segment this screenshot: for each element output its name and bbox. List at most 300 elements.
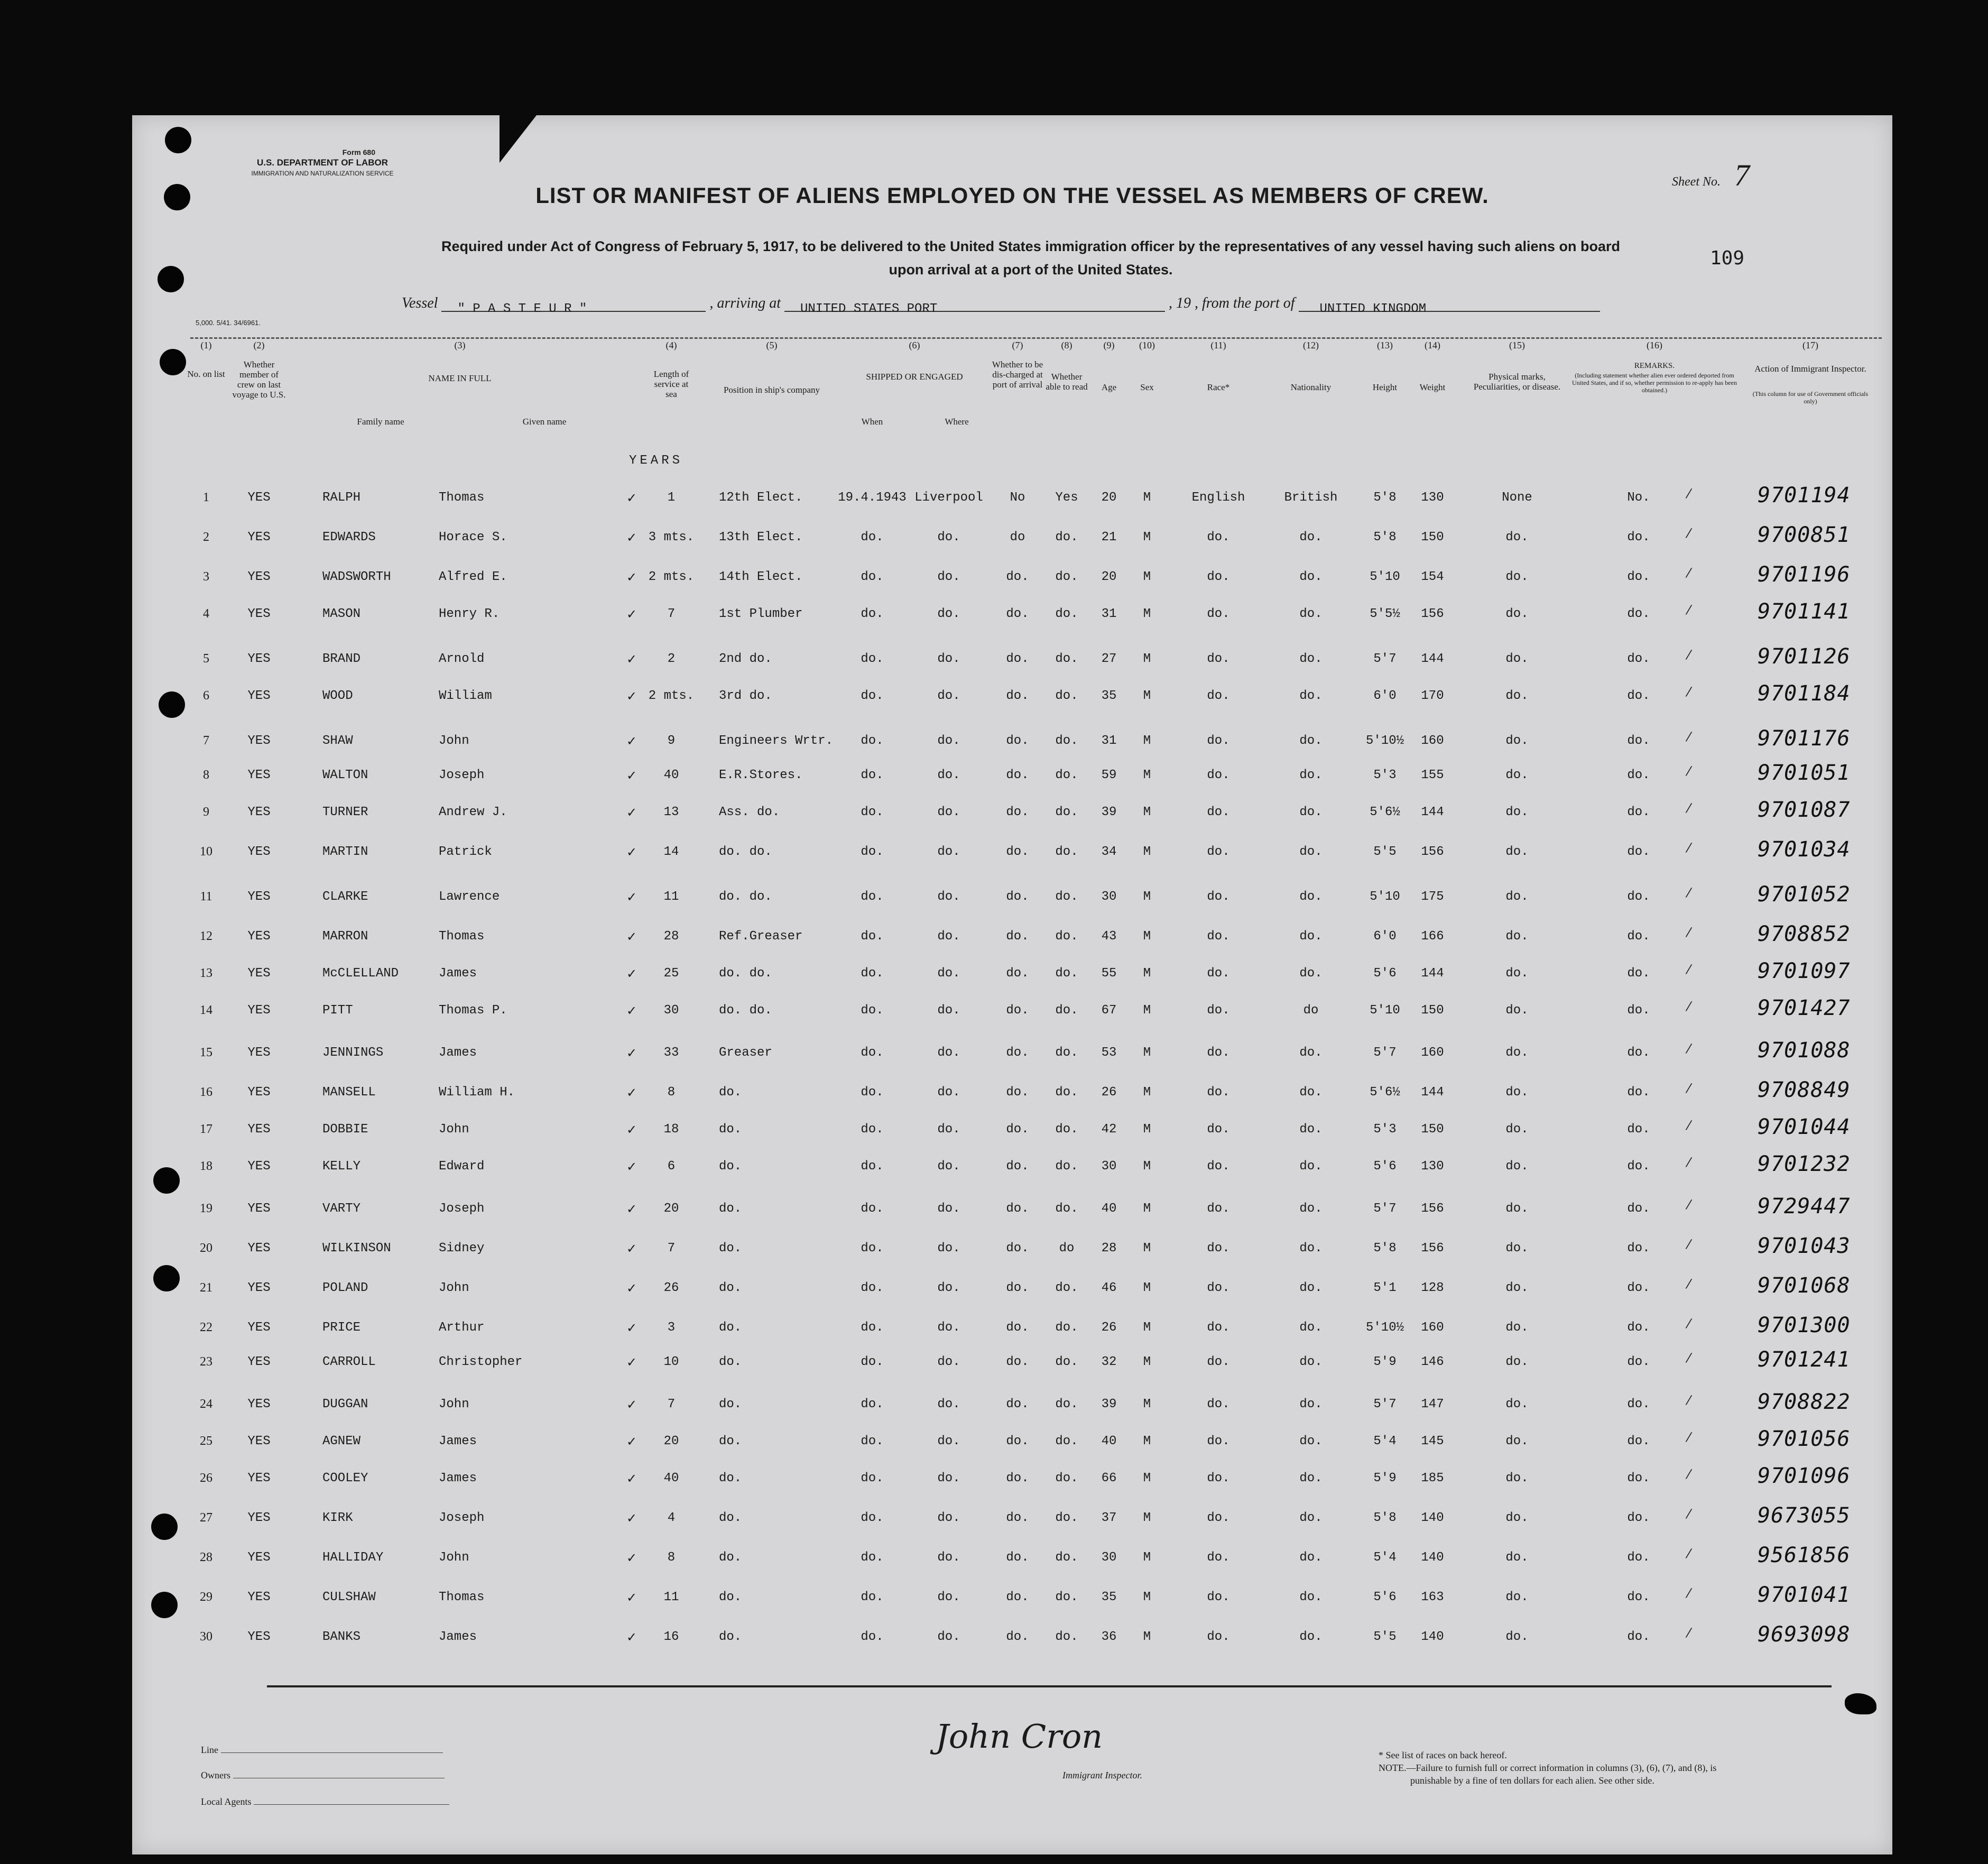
- cell-read: do.: [1055, 1202, 1078, 1216]
- footer-notes: [1379, 1749, 1854, 1787]
- cell-read: do.: [1055, 1122, 1078, 1137]
- department: U.S. DEPARTMENT OF LABOR: [256, 158, 389, 168]
- cell-height: 5'10½: [1365, 734, 1404, 748]
- cell-read: do.: [1055, 890, 1078, 904]
- cell-discharged: do.: [1006, 1003, 1029, 1018]
- cell-age: 46: [1101, 1281, 1117, 1295]
- cell-position: do.: [719, 1085, 742, 1100]
- cell-crew: YES: [247, 1241, 271, 1256]
- cell-position: do.: [719, 1630, 742, 1644]
- cell-sex: M: [1143, 1551, 1151, 1565]
- cell-remarks: do.: [1627, 890, 1650, 904]
- cell-height: 5'6: [1373, 966, 1397, 981]
- cell-position: do.: [719, 1122, 742, 1137]
- cell-service: 20: [663, 1202, 679, 1216]
- page-stamp: 109: [1709, 247, 1744, 269]
- cell-service: 4: [667, 1511, 676, 1525]
- cell-when: do.: [861, 652, 884, 666]
- cell-discharged: do.: [1006, 1281, 1029, 1295]
- cell-nationality: do.: [1299, 689, 1323, 703]
- from-label: , from the port of: [1195, 295, 1295, 311]
- cell-service: 10: [663, 1355, 679, 1369]
- column-header-c1: No. on list: [187, 369, 225, 379]
- cell-age: 40: [1101, 1434, 1117, 1448]
- cell-when: do.: [861, 1085, 884, 1100]
- cell-family: POLAND: [322, 1281, 368, 1295]
- cell-age: 35: [1101, 689, 1117, 703]
- cell-age: 31: [1101, 734, 1117, 748]
- cell-discharged: do.: [1006, 1511, 1029, 1525]
- cell-weight: 150: [1421, 530, 1444, 545]
- cell-action: 9700851: [1758, 523, 1851, 547]
- cell-marks: do.: [1505, 530, 1529, 545]
- cell-nationality: do.: [1299, 1241, 1323, 1256]
- cell-where: do.: [937, 530, 960, 545]
- cell-where: do.: [937, 1630, 960, 1644]
- cell-service: 11: [663, 1590, 679, 1604]
- inspector-label: Immigrant Inspector.: [1062, 1770, 1142, 1780]
- cell-race: do.: [1207, 1281, 1230, 1295]
- cell-remarks: do.: [1627, 845, 1650, 859]
- cell-remarks: do.: [1627, 1511, 1650, 1525]
- cell-weight: 166: [1421, 929, 1444, 944]
- cell-family: CARROLL: [322, 1355, 376, 1369]
- cell-marks: do.: [1505, 570, 1529, 584]
- cell-race: do.: [1207, 966, 1230, 981]
- cell-discharged: do.: [1006, 570, 1029, 584]
- cell-height: 5'7: [1373, 1046, 1397, 1060]
- cell-age: 31: [1101, 607, 1117, 621]
- cell-given: James: [439, 1471, 477, 1485]
- cell-action: 9561856: [1758, 1543, 1851, 1567]
- cell-when: do.: [861, 530, 884, 545]
- cell-read: do.: [1055, 1046, 1078, 1060]
- cell-sex: M: [1143, 1434, 1151, 1448]
- cell-crew: YES: [247, 1202, 271, 1216]
- cell-age: 30: [1101, 890, 1117, 904]
- cell-discharged: do.: [1006, 1551, 1029, 1565]
- cell-action: 9701052: [1758, 882, 1851, 907]
- cell-height: 5'7: [1373, 652, 1397, 666]
- cell-no: 16: [200, 1085, 212, 1099]
- column-header-c4: Length of service at sea: [653, 369, 689, 399]
- column-number: (15): [1509, 340, 1525, 350]
- cell-sex: M: [1143, 890, 1151, 904]
- cell-age: 30: [1101, 1159, 1117, 1174]
- cell-when: do.: [861, 1241, 884, 1256]
- cell-family: TURNER: [322, 805, 368, 819]
- cell-marks: do.: [1505, 1003, 1529, 1018]
- cell-position: do.: [719, 1241, 742, 1256]
- cell-no: 18: [200, 1159, 212, 1173]
- cell-remarks: do.: [1627, 1003, 1650, 1018]
- cell-age: 30: [1101, 1551, 1117, 1565]
- cell-crew: YES: [247, 845, 271, 859]
- cell-remarks: do.: [1627, 530, 1650, 545]
- cell-sex: M: [1143, 1355, 1151, 1369]
- cell-service: 26: [663, 1281, 679, 1295]
- cell-crew: YES: [247, 929, 271, 944]
- cell-sex: M: [1143, 1471, 1151, 1485]
- cell-where: do.: [937, 1122, 960, 1137]
- cell-family: MARTIN: [322, 845, 368, 859]
- cell-when: do.: [861, 1397, 884, 1411]
- cell-where: do.: [937, 1511, 960, 1525]
- cell-read: do.: [1055, 1630, 1078, 1644]
- cell-remarks: do.: [1627, 1590, 1650, 1604]
- cell-service: 28: [663, 929, 679, 944]
- cell-weight: 160: [1421, 1321, 1444, 1335]
- cell-race: do.: [1207, 1471, 1230, 1485]
- cell-weight: 144: [1421, 652, 1444, 666]
- check-mark-icon: ⁄: [1687, 1430, 1690, 1445]
- cell-no: 25: [200, 1434, 212, 1448]
- check-mark-icon: ⁄: [1687, 1118, 1690, 1133]
- column-header-c17-note: (This column for use of Government officials only): [1752, 390, 1869, 405]
- cell-marks: do.: [1505, 1321, 1529, 1335]
- cell-family: PRICE: [322, 1321, 361, 1335]
- punch-hole: [151, 1514, 178, 1540]
- cell-remarks: do.: [1627, 1159, 1650, 1174]
- cell-service: 3: [667, 1321, 676, 1335]
- cell-read: do.: [1055, 1003, 1078, 1018]
- cell-read: do.: [1055, 1085, 1078, 1100]
- cell-position: do.: [719, 1281, 742, 1295]
- cell-sex: M: [1143, 1202, 1151, 1216]
- cell-marks: do.: [1505, 689, 1529, 703]
- cell-age: 43: [1101, 929, 1117, 944]
- column-number: (14): [1425, 340, 1440, 350]
- check-mark-icon: ⁄: [1687, 1507, 1690, 1521]
- footer-line: [201, 1745, 443, 1756]
- cell-crew: YES: [247, 1281, 271, 1295]
- cell-action: 9701141: [1758, 599, 1851, 624]
- cell-action: 9701044: [1758, 1115, 1851, 1139]
- cell-when: 19.4.1943: [838, 491, 907, 505]
- check-mark-icon: ⁄: [1687, 1316, 1690, 1331]
- cell-marks: do.: [1505, 966, 1529, 981]
- cell-given: John: [439, 1551, 469, 1565]
- cell-when: do.: [861, 805, 884, 819]
- cell-height: 5'3: [1373, 1122, 1397, 1137]
- cell-height: 5'10½: [1365, 1321, 1404, 1335]
- cell-discharged: do.: [1006, 607, 1029, 621]
- cell-height: 5'5: [1373, 845, 1397, 859]
- cell-service: 2 mts.: [648, 689, 695, 703]
- cell-no: 10: [200, 845, 212, 859]
- cell-crew: YES: [247, 530, 271, 545]
- cell-family: MASON: [322, 607, 361, 621]
- cell-crew: YES: [247, 1397, 271, 1411]
- cell-service: 33: [663, 1046, 679, 1060]
- cell-read: do.: [1055, 530, 1078, 545]
- cell-marks: do.: [1505, 845, 1529, 859]
- cell-when: do.: [861, 1471, 884, 1485]
- cell-nationality: do.: [1299, 1321, 1323, 1335]
- cell-position: do.: [719, 1159, 742, 1174]
- cell-read: do.: [1055, 689, 1078, 703]
- cell-height: 6'0: [1373, 929, 1397, 944]
- cell-when: do.: [861, 1630, 884, 1644]
- cell-given: Edward: [439, 1159, 485, 1174]
- column-number: (9): [1103, 340, 1115, 350]
- cell-marks: do.: [1505, 1355, 1529, 1369]
- cell-no: 21: [200, 1281, 212, 1295]
- cell-race: do.: [1207, 1241, 1230, 1256]
- check-mark-icon: ✓: [626, 652, 637, 667]
- cell-when: do.: [861, 1202, 884, 1216]
- cell-remarks: do.: [1627, 966, 1650, 981]
- column-header-c3: NAME IN FULL: [428, 373, 492, 383]
- cell-crew: YES: [247, 1159, 271, 1174]
- cell-height: 5'6½: [1370, 805, 1400, 819]
- cell-marks: do.: [1505, 607, 1529, 621]
- cell-given: Alfred E.: [439, 570, 507, 584]
- cell-age: 35: [1101, 1590, 1117, 1604]
- inspector-signature: John Cron: [936, 1717, 1103, 1756]
- cell-action: 9701184: [1758, 681, 1851, 706]
- cell-position: do.: [719, 1355, 742, 1369]
- cell-service: 2 mts.: [648, 570, 695, 584]
- cell-nationality: do.: [1299, 1159, 1323, 1174]
- cell-nationality: do.: [1299, 966, 1323, 981]
- cell-race: do.: [1207, 1003, 1230, 1018]
- cell-family: VARTY: [322, 1202, 361, 1216]
- cell-no: 13: [200, 966, 212, 980]
- column-number: (11): [1210, 340, 1226, 350]
- cell-when: do.: [861, 1122, 884, 1137]
- cell-remarks: do.: [1627, 652, 1650, 666]
- check-mark-icon: ✓: [626, 689, 637, 704]
- cell-sex: M: [1143, 1321, 1151, 1335]
- check-mark-icon: ✓: [626, 1202, 637, 1216]
- cell-discharged: do: [1010, 530, 1025, 545]
- cell-given: Lawrence: [439, 890, 500, 904]
- column-header-c3-family: Family name: [357, 417, 404, 427]
- cell-age: 59: [1101, 768, 1117, 782]
- note-1: NOTE.—Failure to furnish full or correct information in columns (3), (6), (7), and (8), is: [1379, 1763, 1717, 1773]
- cell-remarks: do.: [1627, 1281, 1650, 1295]
- sheet-label: Sheet No.: [1672, 175, 1721, 189]
- cell-race: do.: [1207, 929, 1230, 944]
- cell-remarks: do.: [1627, 1202, 1650, 1216]
- cell-position: do.: [719, 1551, 742, 1565]
- cell-given: John: [439, 734, 469, 748]
- cell-weight: 185: [1421, 1471, 1444, 1485]
- cell-crew: YES: [247, 607, 271, 621]
- check-mark-icon: ⁄: [1687, 1351, 1690, 1365]
- cell-sex: M: [1143, 1397, 1151, 1411]
- check-mark-icon: ⁄: [1687, 1197, 1690, 1212]
- cell-weight: 147: [1421, 1397, 1444, 1411]
- cell-race: do.: [1207, 768, 1230, 782]
- cell-given: Christopher: [439, 1355, 523, 1369]
- cell-age: 67: [1101, 1003, 1117, 1018]
- cell-nationality: do.: [1299, 890, 1323, 904]
- cell-no: 11: [200, 890, 212, 903]
- cell-no: 3: [203, 570, 209, 584]
- cell-when: do.: [861, 1281, 884, 1295]
- cell-nationality: do.: [1299, 929, 1323, 944]
- cell-crew: YES: [247, 1085, 271, 1100]
- cell-given: John: [439, 1281, 469, 1295]
- cell-family: McCLELLAND: [322, 966, 399, 981]
- cell-no: 9: [203, 805, 209, 819]
- check-mark-icon: ⁄: [1687, 1237, 1690, 1252]
- check-mark-icon: ✓: [626, 1590, 637, 1605]
- header-top-rule: [190, 337, 1882, 339]
- from-value: UNITED KINGDOM: [1319, 302, 1427, 316]
- cell-nationality: do.: [1299, 1122, 1323, 1137]
- cell-family: WADSWORTH: [322, 570, 391, 584]
- cell-age: 26: [1101, 1321, 1117, 1335]
- cell-position: do.: [719, 1434, 742, 1448]
- cell-when: do.: [861, 689, 884, 703]
- cell-read: do.: [1055, 845, 1078, 859]
- cell-remarks: do.: [1627, 1085, 1650, 1100]
- cell-family: WILKINSON: [322, 1241, 391, 1256]
- cell-where: do.: [937, 1551, 960, 1565]
- cell-read: do.: [1055, 1551, 1078, 1565]
- cell-no: 1: [203, 491, 209, 504]
- print-code: 5,000. 5/41. 34/6961.: [196, 319, 261, 327]
- cell-discharged: do.: [1006, 1397, 1029, 1411]
- check-mark-icon: ⁄: [1687, 566, 1690, 580]
- cell-action: 9729447: [1758, 1194, 1851, 1219]
- check-mark-icon: ✓: [626, 1159, 637, 1174]
- cell-race: do.: [1207, 1085, 1230, 1100]
- punch-hole: [153, 1265, 180, 1291]
- cell-weight: 140: [1421, 1551, 1444, 1565]
- cell-given: Thomas P.: [439, 1003, 507, 1018]
- column-number: (7): [1012, 340, 1023, 350]
- cell-discharged: do.: [1006, 1321, 1029, 1335]
- check-mark-icon: ✓: [626, 1046, 637, 1060]
- cell-age: 34: [1101, 845, 1117, 859]
- cell-where: do.: [937, 929, 960, 944]
- cell-when: do.: [861, 1590, 884, 1604]
- cell-family: SHAW: [322, 734, 353, 748]
- cell-position: E.R.Stores.: [719, 768, 803, 782]
- cell-read: do.: [1055, 1355, 1078, 1369]
- cell-remarks: do.: [1627, 768, 1650, 782]
- cell-crew: YES: [247, 890, 271, 904]
- cell-race: do.: [1207, 652, 1230, 666]
- cell-given: James: [439, 1046, 477, 1060]
- cell-position: 14th Elect.: [719, 570, 803, 584]
- cell-crew: YES: [247, 1355, 271, 1369]
- cell-weight: 156: [1421, 845, 1444, 859]
- cell-crew: YES: [247, 1321, 271, 1335]
- check-mark-icon: ⁄: [1687, 1626, 1690, 1640]
- cell-age: 20: [1101, 491, 1117, 505]
- check-mark-icon: ⁄: [1687, 730, 1690, 744]
- cell-when: do.: [861, 1551, 884, 1565]
- check-mark-icon: ✓: [626, 1551, 637, 1565]
- cell-given: Arnold: [439, 652, 485, 666]
- cell-service: 7: [667, 1397, 676, 1411]
- cell-when: do.: [861, 1355, 884, 1369]
- cell-position: do.: [719, 1471, 742, 1485]
- cell-discharged: do.: [1006, 1046, 1029, 1060]
- cell-nationality: do.: [1299, 768, 1323, 782]
- cell-read: Yes: [1055, 491, 1078, 505]
- cell-action: 9701056: [1758, 1427, 1851, 1451]
- arriving-value: UNITED STATES PORT: [800, 302, 938, 316]
- cell-action: 9701241: [1758, 1348, 1851, 1372]
- cell-where: do.: [937, 734, 960, 748]
- column-header-c6-when: When: [861, 417, 883, 427]
- cell-when: do.: [861, 1046, 884, 1060]
- cell-discharged: do.: [1006, 1122, 1029, 1137]
- cell-remarks: do.: [1627, 1355, 1650, 1369]
- check-mark-icon: ✓: [626, 530, 637, 545]
- column-number: (17): [1802, 340, 1818, 350]
- cell-height: 5'8: [1373, 1511, 1397, 1525]
- check-mark-icon: ✓: [626, 805, 637, 820]
- column-header-c6-where: Where: [945, 417, 969, 427]
- cell-height: 5'7: [1373, 1397, 1397, 1411]
- check-mark-icon: ⁄: [1687, 1081, 1690, 1096]
- cell-sex: M: [1143, 845, 1151, 859]
- cell-crew: YES: [247, 689, 271, 703]
- cell-crew: YES: [247, 1122, 271, 1137]
- cell-service: 8: [667, 1085, 676, 1100]
- cell-race: do.: [1207, 1590, 1230, 1604]
- check-mark-icon: ⁄: [1687, 603, 1690, 617]
- cell-crew: YES: [247, 768, 271, 782]
- cell-service: 2: [667, 652, 676, 666]
- column-header-c11: Race*: [1207, 382, 1230, 392]
- punch-hole: [158, 266, 184, 292]
- column-header-c15: Physical marks, Peculiarities, or disease.: [1473, 372, 1561, 392]
- check-mark-icon: ✓: [626, 734, 637, 749]
- punch-hole: [151, 1592, 178, 1618]
- check-mark-icon: ✓: [626, 607, 637, 622]
- cell-family: EDWARDS: [322, 530, 376, 545]
- cell-height: 5'10: [1370, 570, 1400, 584]
- cell-position: do.: [719, 1202, 742, 1216]
- cell-where: do.: [937, 1003, 960, 1018]
- cell-action: 9701043: [1758, 1234, 1851, 1258]
- cell-family: PITT: [322, 1003, 353, 1018]
- column-header-c3-given: Given name: [522, 417, 567, 427]
- cell-no: 26: [200, 1471, 212, 1485]
- cell-nationality: do.: [1299, 1551, 1323, 1565]
- cell-weight: 175: [1421, 890, 1444, 904]
- cell-sex: M: [1143, 1159, 1151, 1174]
- cell-where: do.: [937, 1046, 960, 1060]
- check-mark-icon: ✓: [626, 1241, 637, 1256]
- cell-no: 7: [203, 734, 209, 748]
- cell-action: 9701194: [1758, 483, 1851, 507]
- column-header-c8: Whether able to read: [1046, 372, 1088, 392]
- note-races: * See list of races on back hereof.: [1379, 1750, 1507, 1760]
- cell-position: do. do.: [719, 845, 772, 859]
- cell-no: 4: [203, 607, 209, 621]
- check-mark-icon: ✓: [626, 570, 637, 585]
- cell-position: do.: [719, 1397, 742, 1411]
- cell-service: 3 mts.: [648, 530, 695, 545]
- check-mark-icon: ⁄: [1687, 1155, 1690, 1170]
- cell-when: do.: [861, 1003, 884, 1018]
- column-number: (16): [1647, 340, 1662, 350]
- cell-sex: M: [1143, 734, 1151, 748]
- cell-height: 5'8: [1373, 1241, 1397, 1256]
- cell-height: 5'8: [1373, 530, 1397, 545]
- cell-sex: M: [1143, 805, 1151, 819]
- cell-sex: M: [1143, 491, 1151, 505]
